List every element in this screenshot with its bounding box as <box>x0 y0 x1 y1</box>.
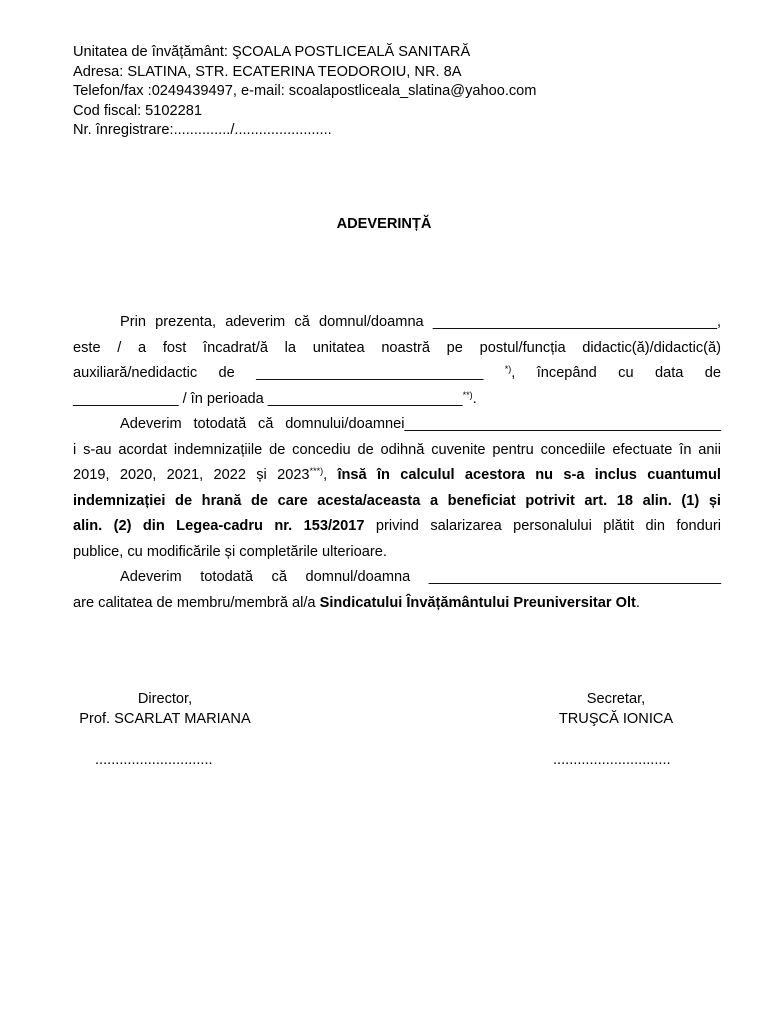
p2-line-3 <box>73 463 721 489</box>
footnote-mark-3: ***) <box>309 466 324 476</box>
p1-line-1: Prin prezenta, adeverim că domnul/doamna ___________________________________, <box>120 314 721 330</box>
secretary-signature-line: ............................. <box>553 752 671 768</box>
secretary-role: Secretar, <box>586 691 646 707</box>
footnote-mark-2: **) <box>462 389 473 400</box>
footnote-mark-1: *) <box>504 364 512 374</box>
document-body <box>73 310 721 616</box>
director-role: Director, <box>137 691 193 707</box>
director-name: Prof. SCARLAT MARIANA <box>79 710 251 727</box>
secretary-name: TRUŞCĂ IONICA <box>558 710 674 727</box>
director-signature-block <box>73 690 257 729</box>
p2-line-6: publice, cu modificările și completările ulterioare. <box>73 543 387 560</box>
document-title: ADEVERINȚĂ <box>336 216 432 232</box>
p1-line-4 <box>73 387 721 413</box>
p1-line-4-a: _____________ / în perioada ________________________ <box>73 390 463 407</box>
p1-line-4-b: . <box>472 390 477 407</box>
p3-line-2 <box>73 591 721 617</box>
p1-line-3-a: auxiliară/nedidactic de ____________________________ <box>73 365 505 381</box>
paragraph-allowance <box>73 412 721 565</box>
p1-line-3-b: , începând cu data de <box>511 365 721 381</box>
p2-line-5-bold: alin. (2) din Legea-cadru nr. 153/2017 <box>73 518 365 534</box>
p3-line-2-b: . <box>635 594 640 611</box>
institution-name: Unitatea de învățământ: ŞCOALA POSTLICEALĂ SANITARĂ <box>73 44 471 60</box>
paragraph-membership <box>73 565 721 616</box>
p2-line-3-b: , <box>323 467 338 483</box>
p2-line-5-rest: privind salarizarea personalului plătit din fonduri <box>364 518 721 534</box>
letterhead <box>73 43 536 141</box>
p2-line-4: indemnizației de hrană de care acesta/aceasta a beneficiat potrivit art. 18 alin. (1) și <box>73 492 721 509</box>
p2-line-1: Adeverim totodată că domnului/doamnei_______________________________________ <box>120 416 721 432</box>
director-signature-line: ............................. <box>95 752 213 768</box>
union-name: Sindicatului Învățământului Preuniversitar Olt <box>319 594 636 611</box>
p1-line-2: este / a fost încadrat/ă la unitatea noastră pe postul/funcția didactic(ă)/didactic(ă) <box>73 339 721 356</box>
p2-line-2: i s-au acordat indemnizațiile de concediu de odihnă cuvenite pentru concediile efectuate în anii <box>73 441 721 458</box>
institution-contact: Telefon/fax :0249439497, e-mail: scoalapostliceala_slatina@yahoo.com <box>73 83 537 99</box>
fiscal-code: Cod fiscal: 5102281 <box>73 102 202 119</box>
p3-line-2-a: are calitatea de membru/membră al/a <box>73 594 320 611</box>
p1-line-3 <box>73 361 721 387</box>
institution-address: Adresa: SLATINA, STR. ECATERINA TEODOROIU, NR. 8A <box>73 63 462 80</box>
p2-line-3-a: 2019, 2020, 2021, 2022 și 2023 <box>73 467 310 483</box>
p2-line-5 <box>73 514 721 540</box>
registration-number: Nr. înregistrare:............../........................ <box>73 122 332 138</box>
p3-line-1: Adeverim totodată că domnul/doamna ____________________________________ <box>120 569 721 585</box>
paragraph-employment <box>73 310 721 412</box>
secretary-signature-block <box>535 690 697 729</box>
p2-line-3-bold: însă în calculul acestora nu s-a inclus cuantumul <box>337 467 721 483</box>
